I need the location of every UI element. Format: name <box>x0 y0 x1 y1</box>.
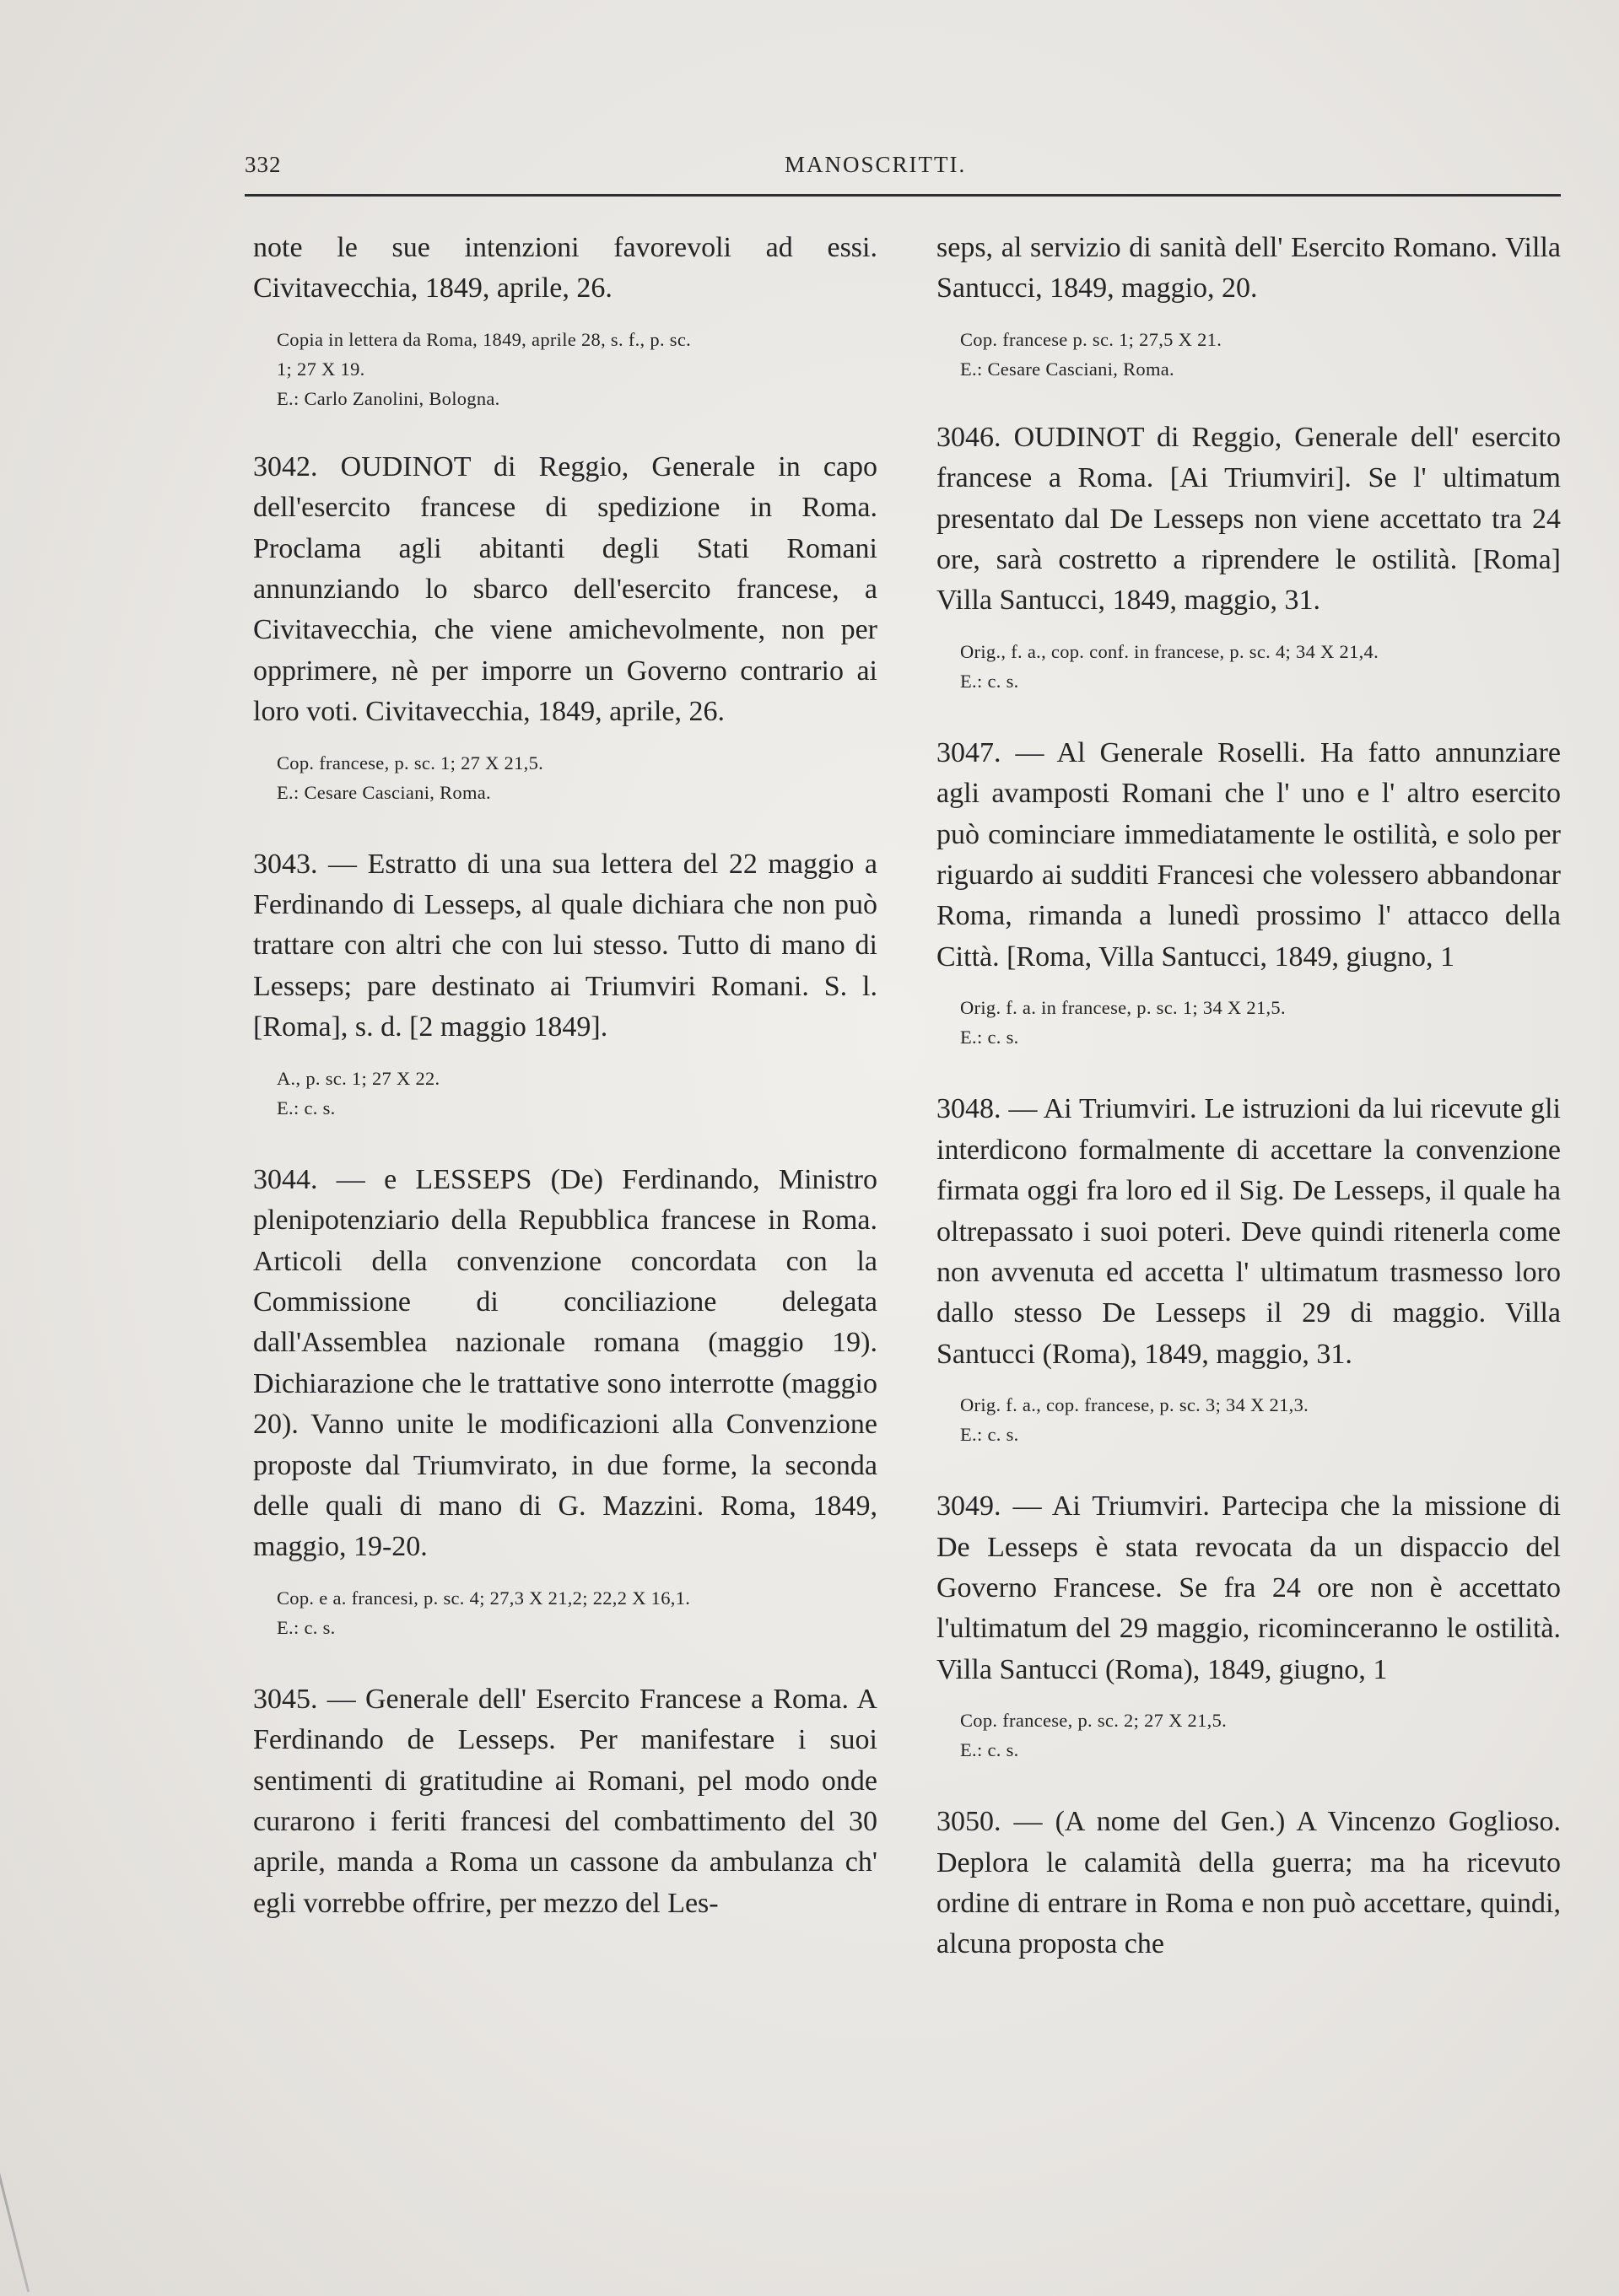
entry-note <box>277 1583 877 1642</box>
continuation-text: note le sue intenzioni favorevoli ad essi. Civitavecchia, 1849, aprile, 26. <box>253 232 877 305</box>
note-line: E.: c. s. <box>960 670 1019 692</box>
entry-text: — Al Generale Roselli. Ha fatto annunziare agli avamposti Romani che l' uno e l' altro esercito può cominciare immediatamente le ostilità, e solo per riguardo ai sudditi Francesi che volessero abbandonar Roma, rimanda a lunedì prossimo l' attacco della Città. [Roma, Villa Santucci, 1849, giugno, 1 <box>936 736 1561 973</box>
note-line: E.: c. s. <box>960 1027 1019 1048</box>
entry-note <box>960 993 1561 1052</box>
note-line: Cop. e a. francesi, p. sc. 4; 27,3 X 21,2; 22,2 X 16,1. <box>277 1587 691 1609</box>
entry-number: 3049. <box>936 1490 1001 1523</box>
entry-number: 3042. <box>253 450 318 482</box>
continuation-note <box>960 325 1561 384</box>
entry-text: — Ai Triumviri. Partecipa che la missione di De Lesseps è stata revocata da un dispaccio del Governo Francese. Se fra 24 ore non è accettato l'ultimatum del 29 maggio, ricominceranno le ostilità. Villa Santucci (Roma), 1849, giugno, 1 <box>936 1490 1562 1685</box>
entry-note <box>960 1390 1561 1449</box>
left-continuation <box>253 228 877 413</box>
entry-note <box>277 748 877 807</box>
entry-number: 3044. <box>253 1163 318 1195</box>
note-line: Cop. francese, p. sc. 2; 27 X 21,5. <box>960 1710 1228 1732</box>
catalog-entry-3050 <box>936 1802 1561 1965</box>
entry-text: — (A nome del Gen.) A Vincenzo Goglioso. Deplora le calamità della guerra; ma ha ricevuto ordine di entrare in Roma e non può accettare, quindi, alcuna proposta che <box>936 1806 1561 1960</box>
entry-text: — Estratto di una sua lettera del 22 maggio a Ferdinando di Lesseps, al quale dichiara che non può trattare con altri che con lui stesso. Tutto di mano di Lesseps; pare destinato ai Triumviri Romani. S. l. [Roma], s. d. [2 maggio 1849]. <box>253 848 878 1043</box>
entry-number: 3045. <box>253 1683 318 1715</box>
catalog-entry-3043 <box>253 844 877 1123</box>
note-line: E.: Carlo Zanolini, Bologna. <box>277 387 500 409</box>
catalog-entry-3044 <box>253 1160 877 1642</box>
scan-edge-mark <box>0 2128 30 2293</box>
page-number: 332 <box>245 152 282 177</box>
note-line: E.: c. s. <box>960 1424 1019 1446</box>
continuation-note <box>277 325 877 413</box>
catalog-entry-3042 <box>253 447 877 807</box>
note-line: Orig. f. a., cop. francese, p. sc. 3; 34 X 21,3. <box>960 1394 1309 1416</box>
entry-note <box>277 1064 877 1123</box>
note-line: E.: Cesare Casciani, Roma. <box>960 358 1174 380</box>
note-line: E.: c. s. <box>277 1097 336 1118</box>
right-column <box>936 228 1561 2002</box>
note-line: Cop. francese p. sc. 1; 27,5 X 21. <box>960 328 1222 350</box>
note-line: Copia in lettera da Roma, 1849, aprile 28, s. f., p. sc. <box>277 328 692 350</box>
left-column <box>253 228 877 1961</box>
entry-number: 3047. <box>936 736 1001 768</box>
header-rule <box>245 194 1561 197</box>
note-line: Cop. francese, p. sc. 1; 27 X 21,5. <box>277 752 544 773</box>
catalog-entry-3049 <box>936 1486 1561 1765</box>
entry-text: OUDINOT di Reggio, Generale dell' esercito francese a Roma. [Ai Triumviri]. Se l' ultimatum presentato dal De Lesseps non viene accettato tra 24 ore, sarà costretto a riprendere le ostilità. [Roma] Villa Santucci, 1849, maggio, 31. <box>936 421 1562 617</box>
catalog-entry-3048 <box>936 1089 1561 1449</box>
continuation-text: seps, al servizio di sanità dell' Esercito Romano. Villa Santucci, 1849, maggio, 20. <box>936 232 1561 305</box>
note-line: 1; 27 X 19. <box>277 358 365 380</box>
entry-text: OUDINOT di Reggio, Generale in capo dell'esercito francese di spedizione in Roma. Proclama agli abitanti degli Stati Romani annunziando lo sbarco dell'esercito francese, a Civitavecchia, che viene amichevolmente, non per opprimere, nè per imporre un Governo contrario ai loro voti. Civitavecchia, 1849, aprile, 26. <box>253 450 877 728</box>
note-line: Orig. f. a. in francese, p. sc. 1; 34 X 21,5. <box>960 997 1286 1019</box>
entry-text: — e LESSEPS (De) Ferdinando, Ministro plenipotenziario della Repubblica francese in Roma. Articoli della convenzione concordata con la Commissione di conciliazione delegata dall'Assemblea nazionale romana (maggio 19). Dichiarazione che le trattative sono interrotte (maggio 20). Vanno unite le modificazioni alla Convenzione proposte dal Triumvirato, in due forme, la seconda delle quali di mano di G. Mazzini. Roma, 1849, maggio, 19-20. <box>253 1163 877 1563</box>
catalog-entry-3047 <box>936 733 1561 1052</box>
catalog-entry-3045 <box>253 1679 877 1924</box>
catalog-entry-3046 <box>936 418 1561 696</box>
entry-number: 3050. <box>936 1806 1001 1838</box>
running-title: MANOSCRITTI. <box>785 152 967 177</box>
entry-number: 3046. <box>936 421 1001 453</box>
entry-number: 3043. <box>253 848 318 880</box>
note-line: Orig., f. a., cop. conf. in francese, p. sc. 4; 34 X 21,4. <box>960 640 1379 662</box>
note-line: A., p. sc. 1; 27 X 22. <box>277 1067 440 1089</box>
entry-note <box>960 637 1561 696</box>
note-line: E.: c. s. <box>277 1616 336 1638</box>
entry-note <box>960 1706 1561 1765</box>
entry-text: — Generale dell' Esercito Francese a Roma. A Ferdinando de Lesseps. Per manifestare i suoi sentimenti di gratitudine ai Romani, pel modo onde curarono i feriti francesi del combattimento del 30 aprile, manda a Roma un cassone da ambulanza ch' egli vorrebbe offrire, per mezzo del Les- <box>253 1683 877 1919</box>
note-line: E.: Cesare Casciani, Roma. <box>277 781 491 803</box>
page-header <box>245 145 1561 196</box>
note-line: E.: c. s. <box>960 1739 1019 1761</box>
right-continuation <box>936 228 1561 384</box>
entry-number: 3048. <box>936 1093 1001 1125</box>
entry-text: — Ai Triumviri. Le istruzioni da lui ricevute gli interdicono formalmente di accettare la convenzione firmata oggi fra loro ed il Sig. De Lesseps, il quale ha oltrepassato i suoi poteri. Deve quindi ritenerla come non avvenuta ed accetta l' ultimatum trasmesso loro dallo stesso De Lesseps il 29 di maggio. Villa Santucci (Roma), 1849, maggio, 31. <box>936 1093 1561 1370</box>
